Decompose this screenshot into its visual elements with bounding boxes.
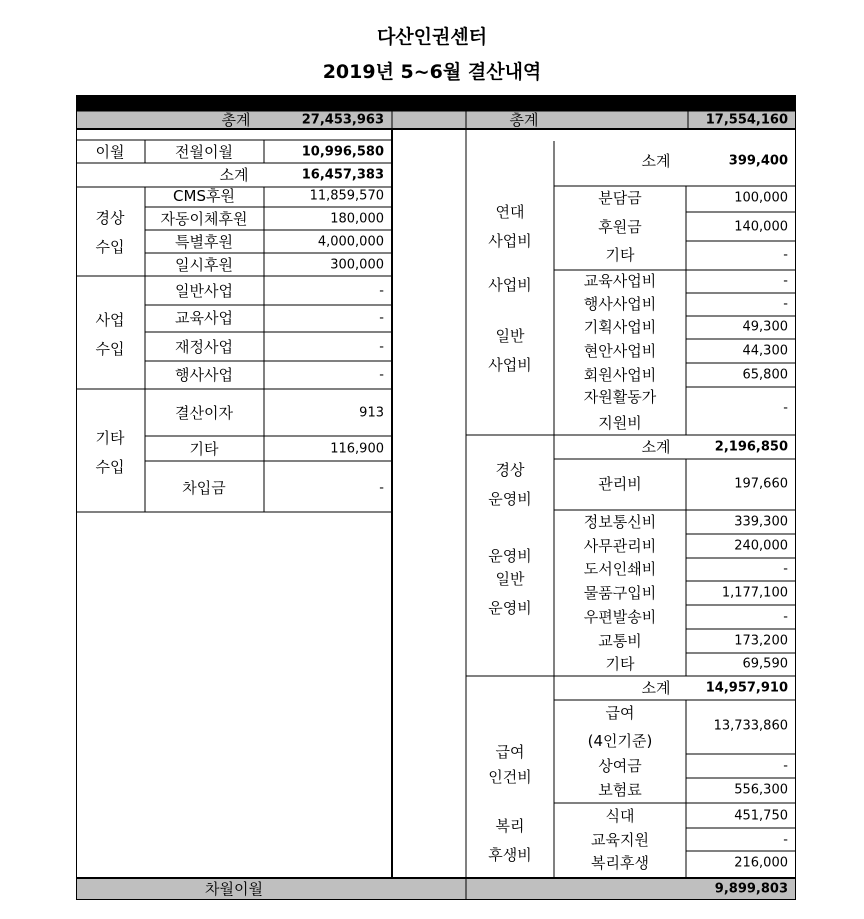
amount-value: - [783, 247, 788, 263]
expense-group: 운영비 [488, 490, 532, 508]
amount-value: 339,300 [734, 514, 788, 530]
document-subtitle: 2019년 5~6월 결산내역 [322, 61, 542, 83]
expense-category: 인건비 [488, 768, 532, 786]
income-item-label: 기타 [189, 440, 219, 458]
expense-item-label: (4인기준) [587, 732, 653, 750]
amount-value: 44,300 [742, 343, 788, 359]
expense-item-label: 우편발송비 [583, 608, 657, 626]
amount-value: 17,554,160 [705, 112, 788, 128]
expense-item-label: 기획사업비 [583, 318, 657, 336]
expense-group: 사업비 [488, 232, 532, 250]
expense-item-label: 현안사업비 [583, 342, 657, 360]
income-item-label: 차입금 [182, 479, 226, 497]
expense-subtotal-label: 소계 [641, 679, 671, 697]
expense-group: 일반 [495, 570, 525, 588]
expense-group: 운영비 [488, 599, 532, 617]
expense-item-label: 도서인쇄비 [583, 560, 657, 578]
expense-subtotal-label: 소계 [641, 152, 671, 170]
expense-total-label: 총계 [509, 111, 539, 129]
expense-header: 지출 [579, 95, 609, 112]
income-subtotal-label: 소계 [219, 166, 249, 184]
expense-item-label: 교육사업비 [583, 272, 657, 290]
carryover-group: 이월 [95, 143, 125, 161]
amount-value: 13,733,860 [713, 718, 788, 734]
header-bar [76, 95, 796, 111]
expense-item-label: 상여금 [598, 757, 642, 775]
expense-group: 사업비 [488, 356, 532, 374]
amount-value: 1,177,100 [721, 585, 788, 601]
amount-value: 451,750 [734, 808, 788, 824]
amount-value: 49,300 [742, 319, 788, 335]
amount-value: - [379, 339, 384, 355]
expense-item-label: 기타 [605, 655, 635, 673]
income-item-label: 결산이자 [175, 404, 233, 422]
expense-group: 급여 [495, 743, 525, 761]
business-income-group: 사업 [95, 311, 125, 329]
amount-value: 69,590 [742, 656, 788, 672]
income-header: 수입 [219, 95, 249, 112]
regular-income-group: 수입 [95, 238, 125, 256]
document-title: 다산인권센터 [376, 26, 488, 48]
income-item-label: 자동이체후원 [160, 210, 248, 228]
amount-value: - [783, 296, 788, 312]
expense-group: 경상 [495, 461, 525, 479]
amount-value: 216,000 [734, 855, 788, 871]
expense-subtotal-label: 소계 [641, 438, 671, 456]
amount-value: 9,899,803 [714, 881, 788, 897]
expense-item-label: 회원사업비 [583, 366, 657, 384]
regular-income-group: 경상 [95, 209, 125, 227]
expense-group: 후생비 [488, 846, 532, 864]
amount-value: 173,200 [734, 633, 788, 649]
income-item-label: 일반사업 [175, 282, 233, 300]
expense-item-label: 분담금 [598, 189, 642, 207]
expense-item-label: 기타 [605, 246, 635, 264]
expense-group: 연대 [495, 203, 525, 221]
balance-row-bg [76, 878, 796, 900]
other-income-group: 기타 [95, 429, 125, 447]
amount-value: 399,400 [728, 153, 788, 169]
expense-group: 일반 [495, 327, 525, 345]
amount-value: 240,000 [734, 538, 788, 554]
amount-value: 16,457,383 [301, 167, 384, 183]
amount-value: 4,000,000 [317, 234, 384, 250]
carryover-label: 전월이월 [175, 143, 233, 161]
expense-item-label: 행사사업비 [583, 295, 657, 313]
amount-value: 14,957,910 [705, 680, 788, 696]
income-item-label: 교육사업 [175, 309, 233, 327]
income-item-label: CMS후원 [173, 187, 235, 205]
expense-item-label: 식대 [605, 807, 635, 825]
expense-item-label: 보험료 [598, 781, 642, 799]
amount-value: 556,300 [734, 782, 788, 798]
amount-value: 140,000 [734, 219, 788, 235]
business-income-group: 수입 [95, 340, 125, 358]
income-item-label: 행사사업 [175, 366, 233, 384]
income-item-label: 재정사업 [175, 338, 233, 356]
amount-value: - [783, 609, 788, 625]
expense-item-label: 후원금 [598, 218, 642, 236]
expense-item-label: 복리후생 [591, 854, 649, 872]
expense-item-label: 사무관리비 [583, 537, 657, 555]
expense-item-label: 자원활동가 [583, 388, 657, 406]
amount-value: 180,000 [330, 211, 384, 227]
expense-item-label: 지원비 [598, 414, 642, 432]
amount-value: - [379, 310, 384, 326]
amount-value: - [783, 758, 788, 774]
amount-value: 116,900 [330, 441, 384, 457]
expense-item-label: 정보통신비 [583, 513, 657, 531]
balance-label: 차월이월 [205, 880, 263, 898]
amount-value: 2,196,850 [714, 439, 788, 455]
amount-value: 10,996,580 [301, 144, 384, 160]
amount-value: 100,000 [734, 190, 788, 206]
ledger-table [76, 95, 796, 900]
other-income-group: 수입 [95, 458, 125, 476]
amount-value: 197,660 [734, 476, 788, 492]
amount-value: 27,453,963 [301, 112, 384, 128]
amount-value: 300,000 [330, 257, 384, 273]
expense-item-label: 관리비 [598, 475, 642, 493]
amount-value: 65,800 [742, 367, 788, 383]
income-item-label: 일시후원 [175, 256, 233, 274]
amount-value: - [783, 400, 788, 416]
amount-value: - [783, 561, 788, 577]
expense-category: 사업비 [488, 276, 532, 294]
amount-value: - [379, 480, 384, 496]
expense-category: 운영비 [488, 547, 532, 565]
amount-value: - [783, 273, 788, 289]
amount-value: - [379, 367, 384, 383]
amount-value: 11,859,570 [309, 188, 384, 204]
expense-group: 복리 [495, 817, 525, 835]
expense-item-label: 교육지원 [591, 831, 649, 849]
expense-item-label: 물품구입비 [583, 584, 657, 602]
expense-item-label: 교통비 [598, 632, 642, 650]
income-total-label: 총계 [221, 111, 251, 129]
amount-value: - [379, 283, 384, 299]
expense-item-label: 급여 [605, 704, 635, 722]
income-item-label: 특별후원 [175, 233, 233, 251]
amount-value: - [783, 832, 788, 848]
amount-value: 913 [359, 405, 384, 421]
